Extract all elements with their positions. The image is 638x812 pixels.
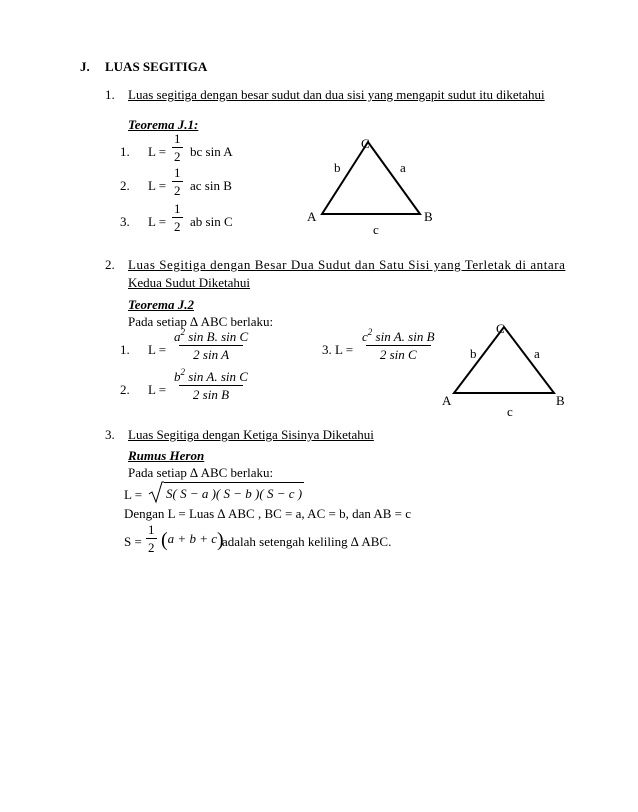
s-description: adalah setengah keliling ∆ ABC. [222, 534, 392, 549]
fraction-denominator: 2 sin C [366, 345, 431, 361]
side-label-c: c [507, 404, 513, 419]
vertex-label-c: C [496, 321, 505, 336]
j2-formula1-fraction [172, 327, 250, 362]
vertex-label-a: A [307, 209, 317, 224]
s-expression-terms: a + b + c [167, 531, 217, 546]
j1-formula1-number: 1. [120, 144, 130, 159]
j1-formula1-lhs: L = [148, 144, 167, 159]
j2-formula1-lhs: L = [148, 342, 167, 357]
triangle-diagram-1 [300, 130, 450, 240]
j2-formula2-number: 2. [120, 382, 130, 397]
numerator-base: c [362, 329, 368, 344]
vertex-label-c: C [361, 136, 370, 151]
sqrt-sign [148, 481, 164, 505]
j1-formula1-rhs: bc sin A [190, 144, 233, 159]
fraction-numerator: 1 [174, 201, 181, 216]
numerator-exponent: 2 [180, 327, 185, 337]
side-label-c: c [373, 222, 379, 237]
j1-formula3-rhs: ab sin C [190, 214, 233, 229]
item2-number: 2. [105, 257, 115, 272]
theorem-j2-title: Teorema J.2 [128, 297, 194, 312]
theorem-j1-title: Teorema J.1: [128, 117, 199, 132]
j2-formula2-lhs: L = [148, 382, 167, 397]
rumus-heron-title: Rumus Heron [128, 448, 205, 463]
j1-formula3-lhs: L = [148, 214, 167, 229]
item2-heading-line2: Kedua Sudut Diketahui [128, 275, 251, 290]
fraction-denominator: 2 [148, 540, 155, 555]
item1-heading: Luas segitiga dengan besar sudut dan dua sisi yang mengapit sudut itu diketahui [128, 87, 545, 102]
numerator-rest: sin B. sin C [185, 329, 249, 344]
heron-lhs: L = [124, 487, 143, 502]
fraction-denominator: 2 [174, 219, 181, 234]
item2-intro: Pada setiap ∆ ABC berlaku: [128, 314, 274, 329]
fraction-denominator: 2 [174, 149, 181, 164]
vertex-label-a: A [442, 393, 452, 408]
j1-formula3-number: 3. [120, 214, 130, 229]
numerator-rest: sin A. sin B [372, 329, 435, 344]
triangle-diagram-2 [440, 315, 580, 420]
section-letter: J. [80, 59, 90, 74]
numerator-rest: sin A. sin C [185, 369, 248, 384]
item1-number: 1. [105, 87, 115, 102]
fraction-denominator: 2 sin B [179, 385, 243, 401]
j2-formula1-number: 1. [120, 342, 130, 357]
s-fraction [146, 523, 157, 554]
fraction-numerator: 1 [174, 165, 181, 180]
j2-formula2-fraction [172, 367, 250, 402]
j1-formula2-number: 2. [120, 178, 130, 193]
fraction-numerator: 1 [148, 522, 155, 537]
j1-formula2-lhs: L = [148, 178, 167, 193]
j1-formula1-fraction [172, 132, 183, 163]
j2-formula3-lhs: 3. L = [322, 342, 354, 357]
j1-formula2-fraction [172, 166, 183, 197]
item2-heading-line1: Luas Segitiga dengan Besar Dua Sudut dan Satu Sisi yang Terletak di antara [128, 257, 566, 272]
section-title: LUAS SEGITIGA [105, 59, 208, 74]
item3-number: 3. [105, 427, 115, 442]
left-parenthesis: ( [161, 529, 168, 551]
side-label-b: b [470, 346, 477, 361]
right-parenthesis: ) [217, 529, 224, 551]
s-lhs: S = [124, 534, 142, 549]
vertex-label-b: B [424, 209, 433, 224]
j1-formula3-fraction [172, 202, 183, 233]
item3-intro: Pada setiap ∆ ABC berlaku: [128, 465, 274, 480]
s-expression [161, 530, 224, 550]
fraction-denominator: 2 sin A [179, 345, 243, 361]
vertex-label-b: B [556, 393, 565, 408]
item3-definition: Dengan L = Luas ∆ ABC , BC = a, AC = b, dan AB = c [124, 506, 412, 521]
numerator-exponent: 2 [180, 367, 185, 377]
heron-radicand: S( S − a )( S − b )( S − c ) [164, 482, 304, 500]
item3-heading: Luas Segitiga dengan Ketiga Sisinya Diketahui [128, 427, 374, 442]
side-label-b: b [334, 160, 341, 175]
numerator-exponent: 2 [367, 327, 373, 337]
side-label-a: a [400, 160, 406, 175]
fraction-numerator: 1 [174, 131, 181, 146]
side-label-a: a [534, 346, 540, 361]
numerator-base: a [174, 329, 181, 344]
fraction-denominator: 2 [174, 183, 181, 198]
j1-formula2-rhs: ac sin B [190, 178, 232, 193]
numerator-base: b [174, 369, 181, 384]
j2-formula3-fraction [360, 327, 437, 362]
triangle-1-shape [322, 142, 420, 214]
